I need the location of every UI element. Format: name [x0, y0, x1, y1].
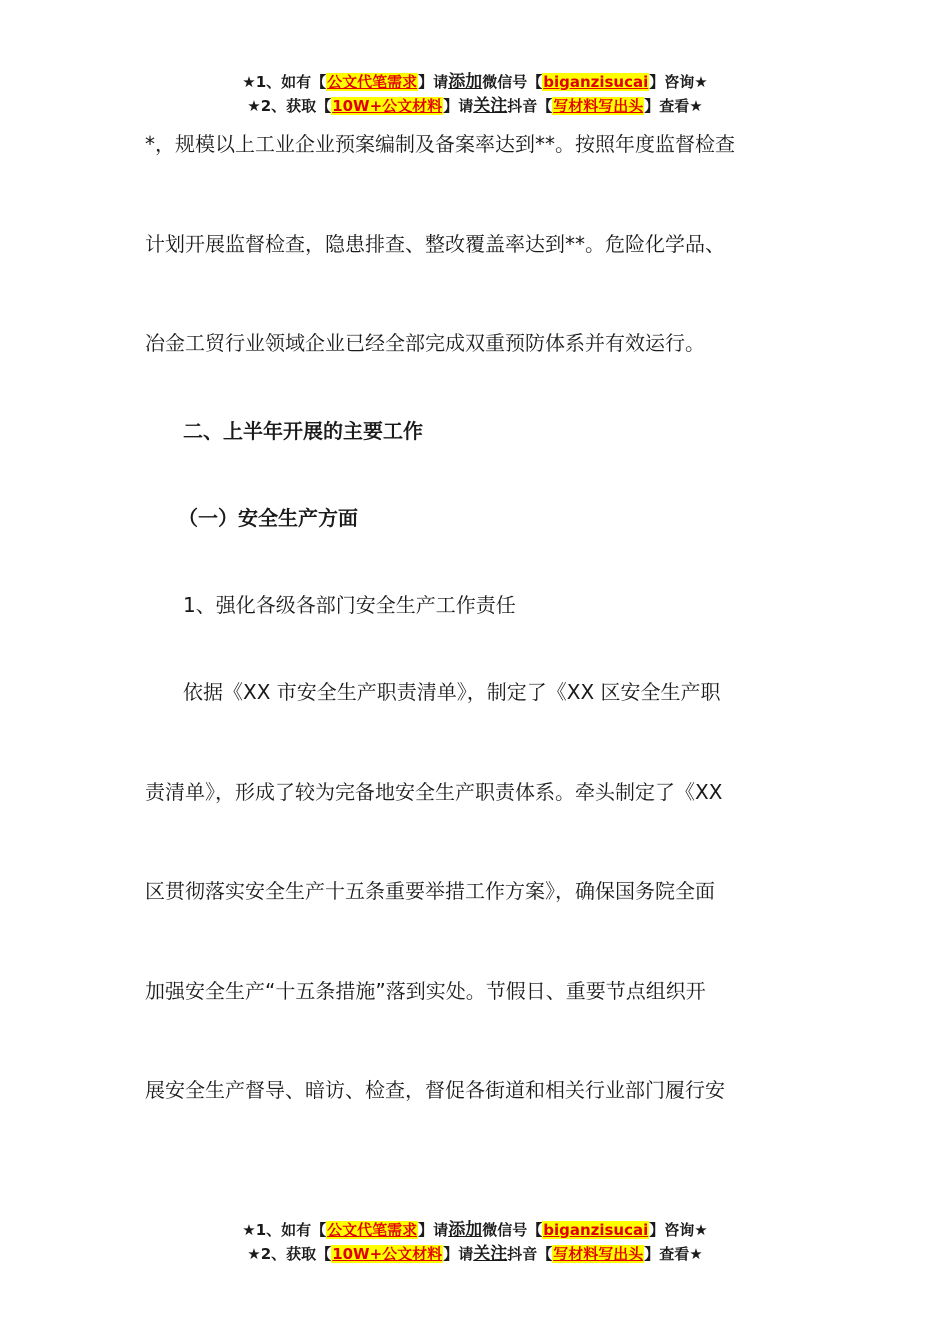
- banner-text: ★1、如有【: [242, 73, 327, 91]
- item-heading: 1、强化各级各部门安全生产工作责任: [183, 593, 516, 617]
- top-banner: [0, 70, 950, 118]
- paragraph-line: 依据《XX 市安全生产职责清单》，制定了《XX 区安全生产职: [183, 680, 721, 704]
- banner-text: 抖音【: [507, 97, 553, 115]
- banner-text: 抖音【: [507, 1245, 553, 1263]
- bottom-banner: [0, 1218, 950, 1266]
- banner-text: ★1、如有【: [242, 1221, 327, 1239]
- banner-emphasis: 关注: [473, 96, 508, 116]
- banner-text: 】请: [443, 1245, 474, 1263]
- banner-emphasis: 关注: [473, 1244, 508, 1264]
- highlight-wechat-id: biganzisucai: [543, 1221, 649, 1239]
- banner-text: 】咨询★: [649, 73, 708, 91]
- highlight-service: 公文代笔需求: [327, 1221, 418, 1239]
- paragraph-line: 冶金工贸行业领域企业已经全部完成双重预防体系并有效运行。: [145, 331, 705, 355]
- banner-text: 】查看★: [644, 97, 703, 115]
- banner-text: 】请: [418, 1221, 449, 1239]
- banner-text: 微信号【: [482, 73, 543, 91]
- paragraph-line: *，规模以上工业企业预案编制及备案率达到**。按照年度监督检查: [145, 132, 735, 156]
- highlight-douyin-account: 写材料写出头: [553, 97, 644, 115]
- highlight-materials: 10W+公文材料: [332, 97, 443, 115]
- highlight-materials: 10W+公文材料: [332, 1245, 443, 1263]
- banner-text: ★2、获取【: [247, 1245, 332, 1263]
- paragraph-line: 区贯彻落实安全生产十五条重要举措工作方案》，确保国务院全面: [145, 879, 715, 903]
- highlight-douyin-account: 写材料写出头: [553, 1245, 644, 1263]
- banner-text: 】咨询★: [649, 1221, 708, 1239]
- paragraph-line: 展安全生产督导、暗访、检查，督促各街道和相关行业部门履行安: [145, 1078, 725, 1102]
- highlight-wechat-id: biganzisucai: [543, 73, 649, 91]
- banner-line-2: [0, 1242, 950, 1266]
- paragraph-line: 加强安全生产“十五条措施”落到实处。节假日、重要节点组织开: [145, 979, 706, 1003]
- paragraph-line: 计划开展监督检查，隐患排查、整改覆盖率达到**。危险化学品、: [145, 232, 725, 256]
- banner-line-2: [0, 94, 950, 118]
- banner-line-1: [0, 1218, 950, 1242]
- banner-text: 】请: [418, 73, 449, 91]
- subsection-heading: （一）安全生产方面: [178, 506, 358, 530]
- highlight-service: 公文代笔需求: [327, 73, 418, 91]
- banner-emphasis: 添加: [448, 72, 483, 92]
- banner-text: 微信号【: [482, 1221, 543, 1239]
- paragraph-line: 责清单》，形成了较为完备地安全生产职责体系。牵头制定了《XX: [145, 780, 723, 804]
- banner-emphasis: 添加: [448, 1220, 483, 1240]
- banner-text: 】查看★: [644, 1245, 703, 1263]
- banner-text: ★2、获取【: [247, 97, 332, 115]
- banner-line-1: [0, 70, 950, 94]
- section-heading: 二、上半年开展的主要工作: [183, 419, 423, 443]
- banner-text: 】请: [443, 97, 474, 115]
